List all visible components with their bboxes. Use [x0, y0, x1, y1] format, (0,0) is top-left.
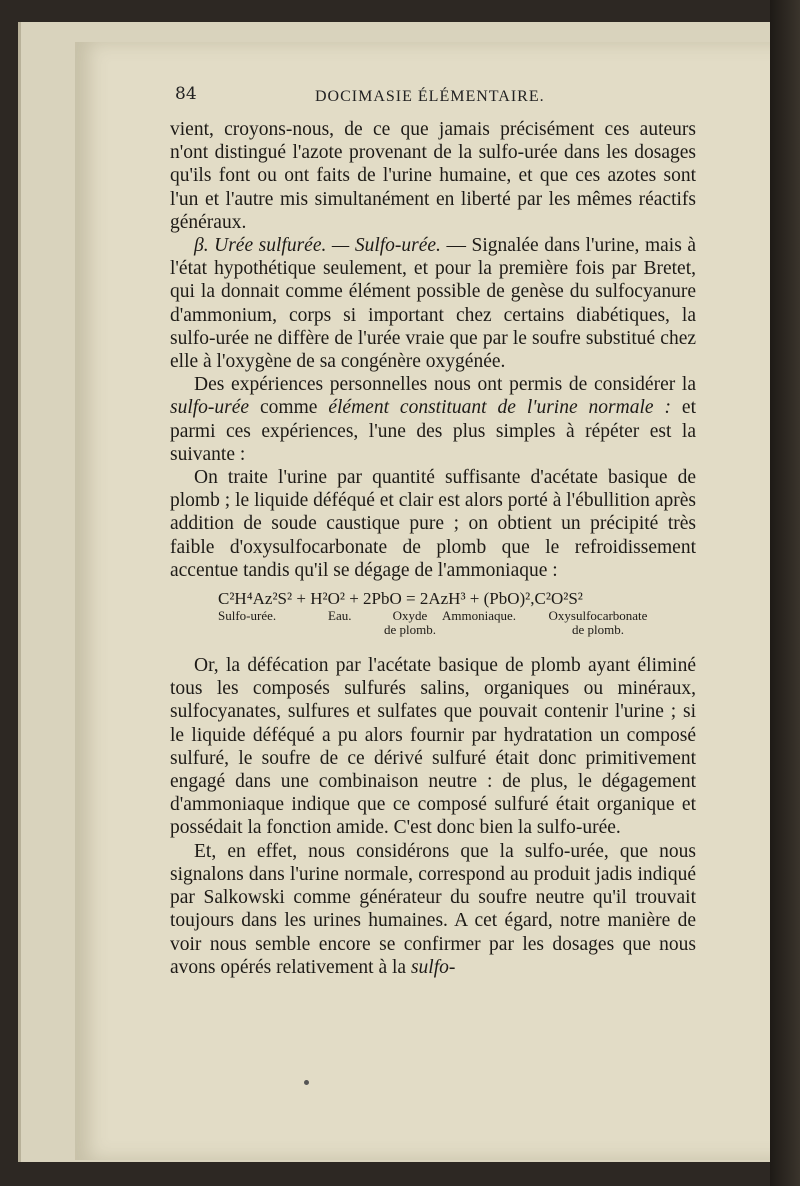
section-heading: β. Urée sulfurée. — Sulfo-urée. — [194, 235, 441, 257]
equation-line: C²H⁴Az²S² + H²O² + 2PbO = 2AzH³ + (PbO)²,C²O²S² — [218, 589, 583, 609]
page-title: DOCIMASIE ÉLÉMENTAIRE. — [315, 88, 545, 105]
caption-oxysulfocarbonate — [536, 609, 660, 637]
paragraph-2-text: — Signalée dans l'urine, mais à l'état hypothétique seulement, et pour la première fois par Bretet, qui la donnait comme élément possible de genèse du sulfocyanure d'ammonium, corps si important chez certains diabétiques, la sulfo-urée ne diffère de l'urée vraie que par le soufre substitué chez elle à l'oxygène de sa congénère oxygénée. — [170, 235, 696, 373]
body-text — [170, 118, 696, 979]
paragraph-1: vient, croyons-nous, de ce que jamais précisément ces auteurs n'ont distingué l'azote provenant de la sulfo-urée dans les dosages qu'ils font ou ont faits de l'urine humaine, et que ces azotes sont l'un et l'autre mis simultanément en liberté par les mêmes réactifs généraux. — [170, 119, 696, 233]
running-head — [175, 84, 675, 110]
paragraph-3-text-c: et parmi ces expériences, l'une des plus simples à répéter est la suivante : — [170, 397, 696, 465]
paragraph-6-text: Et, en effet, nous considérons que la sulfo-urée, que nous signalons dans l'urine normale, correspond au produit jadis indiqué par Salkowski comme générateur du soufre neutre qu'il trouvait toujours dans les urines humaines. A cet égard, notre manière de voir nous semble encore se confirmer par les dosages que nous avons opérés relativement à la — [170, 840, 696, 978]
paragraph-3-text-a: Des expériences personnelles nous ont permis de considérer la — [194, 374, 696, 396]
facing-page-edge — [770, 0, 800, 1186]
ink-dot — [304, 1080, 309, 1085]
caption-oxyde-line-2: de plomb. — [384, 622, 436, 638]
paragraph-6 — [170, 840, 696, 979]
caption-oxysulfo-line-2: de plomb. — [572, 622, 624, 638]
page-number: 84 — [175, 84, 197, 104]
paragraph-3-emphasis: élément constituant de l'urine normale : — [328, 397, 671, 419]
paragraph-2 — [170, 234, 696, 373]
paragraph-3-text-b: comme — [249, 397, 329, 419]
caption-oxyde-line-1: Oxyde — [392, 608, 428, 624]
caption-oxyde — [380, 609, 440, 637]
paragraph-5: Or, la défécation par l'acétate basique de plomb ayant éliminé tous les composés sulfurés salins, organiques ou minéraux, sulfocyanates, sulfures et sulfates que pouvait contenir l'urine ; si le liquide déféqué a pu alors fournir par hydratation un composé sulfuré, le soufre de ce dérivé sulfuré était donc primitivement engagé dans une combinaison neutre : de plus, le dégagement d'ammoniaque indique que ce composé sulfuré était organique et possédait la fonction amide. C'est donc bien la sulfo-urée. — [170, 655, 696, 839]
caption-oxysulfo-line-1: Oxysulfocarbonate — [548, 608, 648, 624]
paragraph-6-term: sulfo- — [410, 956, 456, 978]
chemical-equation — [170, 587, 696, 649]
caption-sulfo-uree: Sulfo-urée. — [218, 608, 277, 624]
paragraph-3-term: sulfo-urée — [170, 397, 250, 419]
paragraph-3 — [170, 373, 696, 466]
paragraph-4: On traite l'urine par quantité suffisante d'acétate basique de plomb ; le liquide déféqué et clair est alors porté à l'ébullition après addition de soude caustique pure ; on obtient un précipité très faible d'oxysulfocarbonate de plomb que le refroidissement accentue tandis qu'il se dégage de l'ammoniaque : — [170, 467, 696, 581]
caption-ammoniaque: Ammoniaque. — [442, 608, 517, 624]
caption-eau: Eau. — [328, 608, 352, 624]
